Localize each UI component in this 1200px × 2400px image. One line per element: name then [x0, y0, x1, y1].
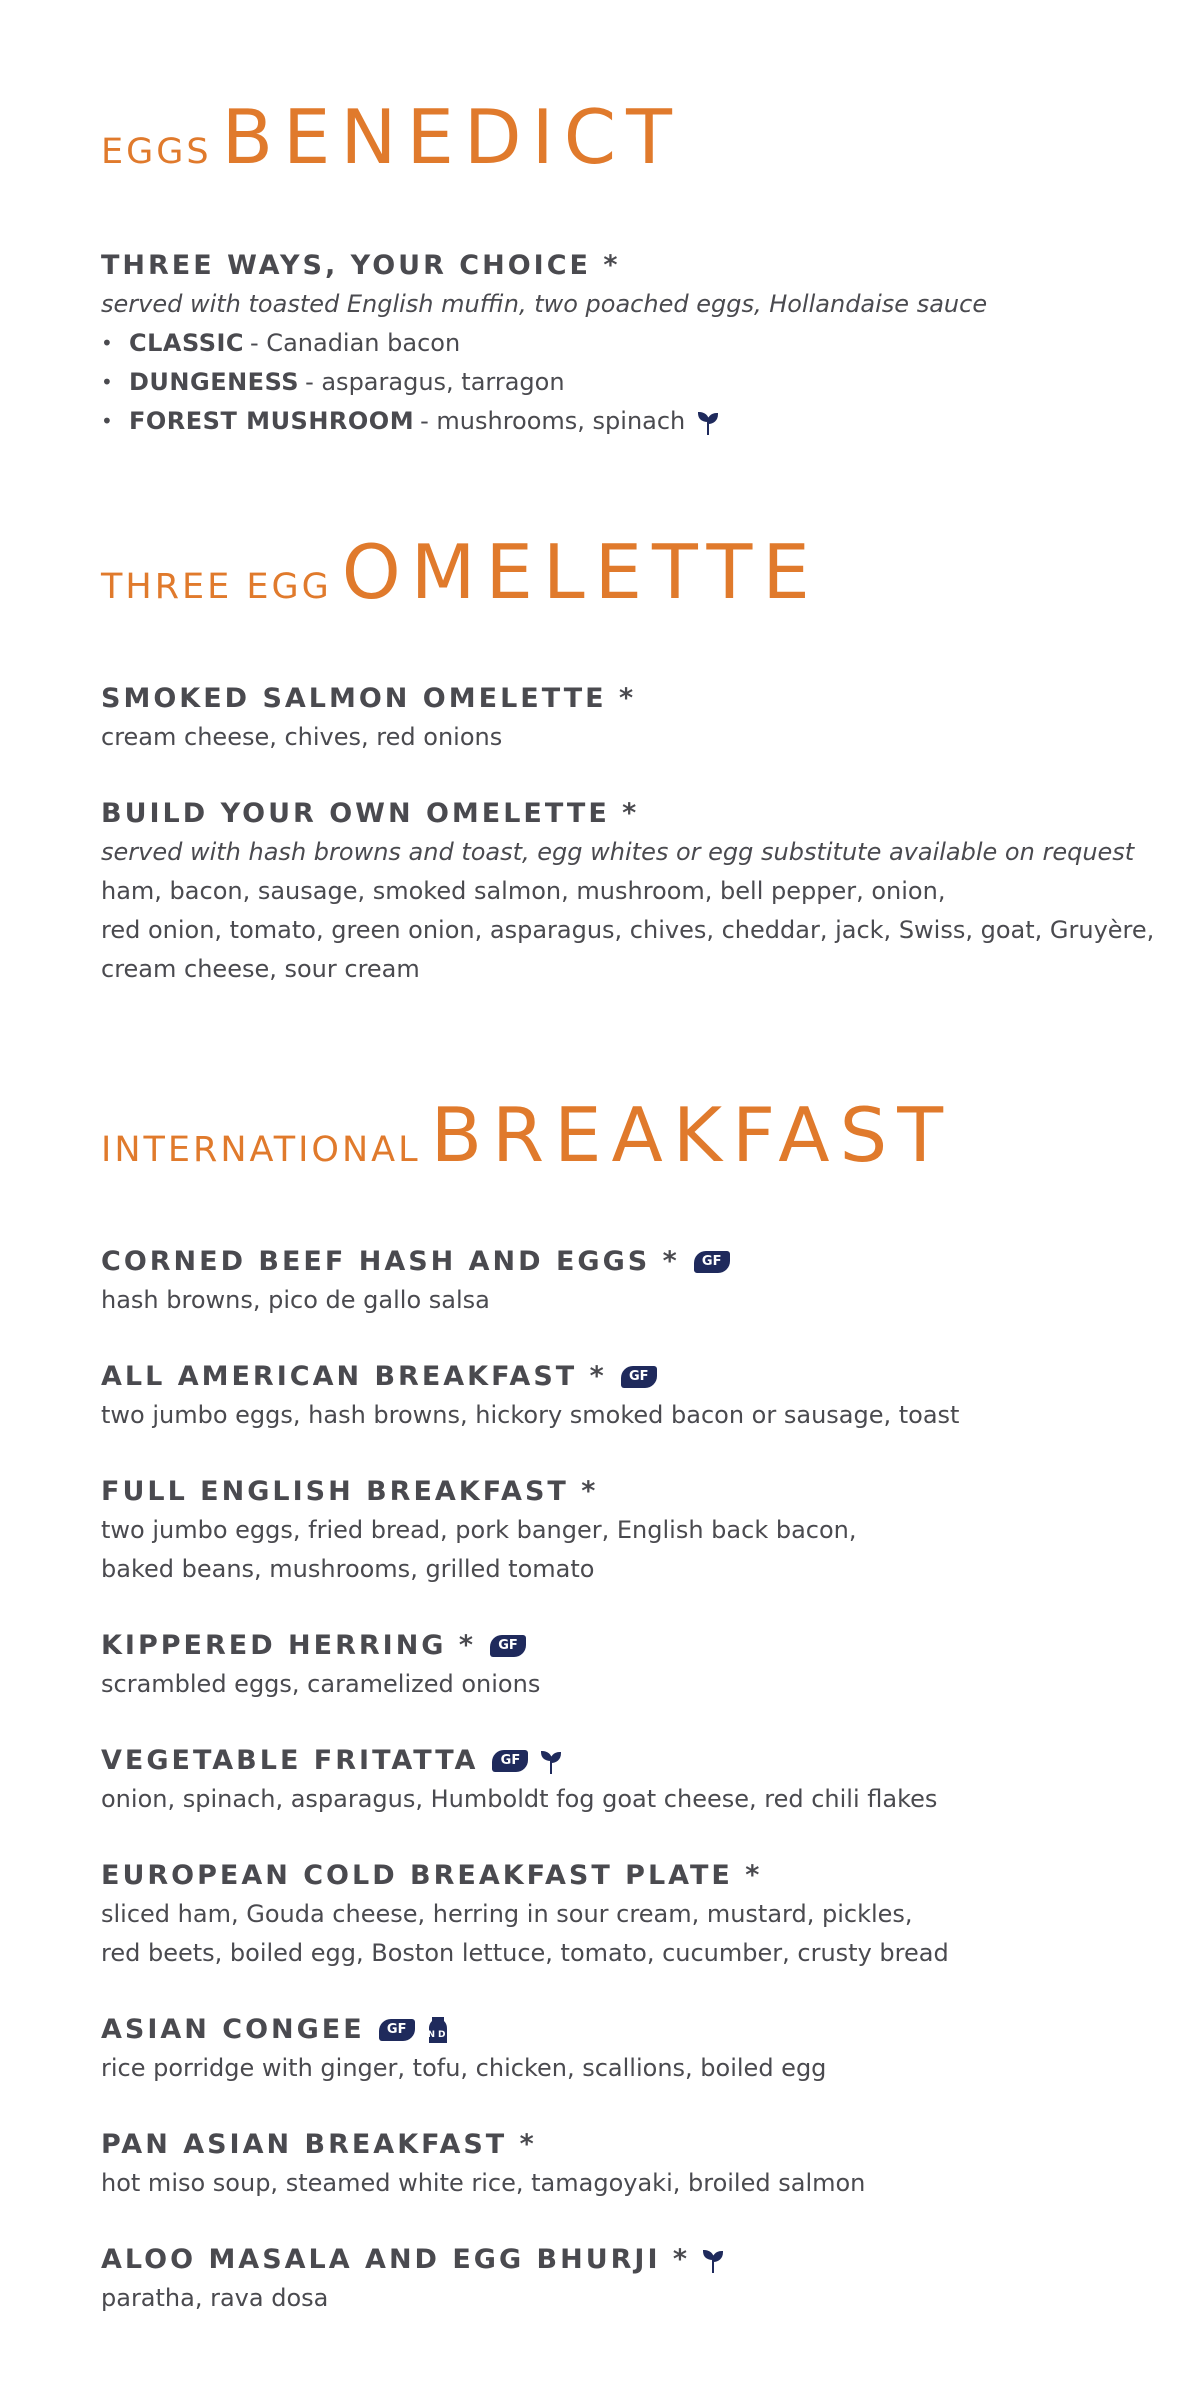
- section-eggs-benedict: [101, 93, 1161, 441]
- vegetarian-leaf-icon: [702, 2246, 724, 2274]
- menu-item: [101, 247, 1161, 441]
- option-item: [101, 402, 1161, 441]
- item-desc: cream cheese, sour cream: [101, 955, 420, 983]
- option-item: [101, 363, 1161, 402]
- item-desc: paratha, rava dosa: [101, 2284, 329, 2312]
- item-title: [101, 1243, 1161, 1281]
- option-desc: - Canadian bacon: [250, 329, 461, 357]
- heading-big: OMELETTE: [341, 528, 820, 616]
- item-title: [101, 247, 1161, 285]
- menu-item: [101, 680, 1161, 757]
- menu-item: [101, 1358, 1161, 1435]
- item-desc: hash browns, pico de gallo salsa: [101, 1286, 490, 1314]
- item-title-text: EUROPEAN COLD BREAKFAST PLATE *: [101, 1860, 763, 1891]
- menu-item: [101, 2241, 1161, 2318]
- item-desc: cream cheese, chives, red onions: [101, 723, 503, 751]
- item-desc: hot miso soup, steamed white rice, tamagoyaki, broiled salmon: [101, 2169, 866, 2197]
- item-title-text: FULL ENGLISH BREAKFAST *: [101, 1476, 599, 1507]
- menu-item: [101, 1473, 1161, 1589]
- gluten-free-icon: GF: [492, 1750, 528, 1772]
- vegetarian-leaf-icon: [540, 1747, 562, 1775]
- menu-item: [101, 2126, 1161, 2203]
- item-title-text: BUILD YOUR OWN OMELETTE *: [101, 798, 640, 829]
- option-name: CLASSIC: [129, 329, 245, 357]
- heading-big: BREAKFAST: [430, 1091, 954, 1179]
- option-list: [101, 324, 1161, 441]
- menu-item: [101, 1627, 1161, 1704]
- item-title-text: KIPPERED HERRING *: [101, 1630, 476, 1661]
- section-heading: [101, 1091, 1161, 1179]
- item-title: [101, 1857, 1161, 1895]
- heading-big: BENEDICT: [221, 93, 682, 181]
- item-desc: onion, spinach, asparagus, Humboldt fog goat cheese, red chili flakes: [101, 1785, 938, 1813]
- no-dairy-icon: [427, 2015, 449, 2045]
- item-title: [101, 795, 1161, 833]
- item-desc: scrambled eggs, caramelized onions: [101, 1670, 541, 1698]
- item-title-text: ALL AMERICAN BREAKFAST *: [101, 1361, 607, 1392]
- heading-small: EGGS: [101, 132, 212, 172]
- section-heading: [101, 93, 1161, 181]
- menu-item: [101, 1742, 1161, 1819]
- item-title-text: ASIAN CONGEE: [101, 2014, 365, 2045]
- section-omelette: [101, 528, 1161, 989]
- menu-item: [101, 795, 1161, 989]
- section-heading: [101, 528, 1161, 616]
- gluten-free-icon: GF: [694, 1251, 730, 1273]
- item-title-text: ALOO MASALA AND EGG BHURJI *: [101, 2244, 691, 2275]
- vegetarian-leaf-icon: [697, 408, 719, 436]
- item-desc: two jumbo eggs, hash browns, hickory smoked bacon or sausage, toast: [101, 1401, 960, 1429]
- item-note: served with hash browns and toast, egg whites or egg substitute available on request: [101, 838, 1135, 866]
- item-title: [101, 680, 1161, 718]
- item-desc: rice porridge with ginger, tofu, chicken, scallions, boiled egg: [101, 2054, 827, 2082]
- option-desc: - asparagus, tarragon: [305, 368, 565, 396]
- item-desc: sliced ham, Gouda cheese, herring in sour cream, mustard, pickles,: [101, 1900, 913, 1928]
- gluten-free-icon: GF: [490, 1635, 526, 1657]
- bullet-icon: •: [101, 370, 113, 394]
- item-title: [101, 2126, 1161, 2164]
- menu-item: [101, 1857, 1161, 1973]
- svg-text:ND: ND: [427, 2030, 449, 2040]
- item-title: [101, 1627, 1161, 1665]
- heading-small: INTERNATIONAL: [101, 1130, 421, 1170]
- heading-small: THREE EGG: [101, 567, 332, 607]
- option-name: FOREST MUSHROOM: [129, 407, 415, 435]
- menu-item: [101, 1243, 1161, 1320]
- item-desc: red onion, tomato, green onion, asparagus, chives, cheddar, jack, Swiss, goat, Gruyère,: [101, 916, 1155, 944]
- bullet-icon: •: [101, 409, 113, 433]
- item-desc: red beets, boiled egg, Boston lettuce, tomato, cucumber, crusty bread: [101, 1939, 949, 1967]
- section-breakfast: [101, 1091, 1161, 2318]
- bullet-icon: •: [101, 331, 113, 355]
- item-title-text: CORNED BEEF HASH AND EGGS *: [101, 1246, 680, 1277]
- item-title-text: THREE WAYS, YOUR CHOICE *: [101, 250, 621, 281]
- item-title-text: SMOKED SALMON OMELETTE *: [101, 683, 637, 714]
- item-title-text: VEGETABLE FRITATTA: [101, 1745, 479, 1776]
- option-item: [101, 324, 1161, 363]
- item-title: [101, 2011, 1161, 2049]
- item-title: [101, 1358, 1161, 1396]
- option-desc: - mushrooms, spinach: [420, 407, 686, 435]
- item-desc: two jumbo eggs, fried bread, pork banger, English back bacon,: [101, 1516, 857, 1544]
- menu-item: [101, 2011, 1161, 2088]
- item-desc: ham, bacon, sausage, smoked salmon, mushroom, bell pepper, onion,: [101, 877, 946, 905]
- gluten-free-icon: GF: [379, 2019, 415, 2041]
- item-title: [101, 1742, 1161, 1780]
- item-title: [101, 2241, 1161, 2279]
- item-desc: baked beans, mushrooms, grilled tomato: [101, 1555, 595, 1583]
- option-name: DUNGENESS: [129, 368, 300, 396]
- gluten-free-icon: GF: [621, 1366, 657, 1388]
- item-title: [101, 1473, 1161, 1511]
- item-title-text: PAN ASIAN BREAKFAST *: [101, 2129, 537, 2160]
- item-note: served with toasted English muffin, two poached eggs, Hollandaise sauce: [101, 290, 988, 318]
